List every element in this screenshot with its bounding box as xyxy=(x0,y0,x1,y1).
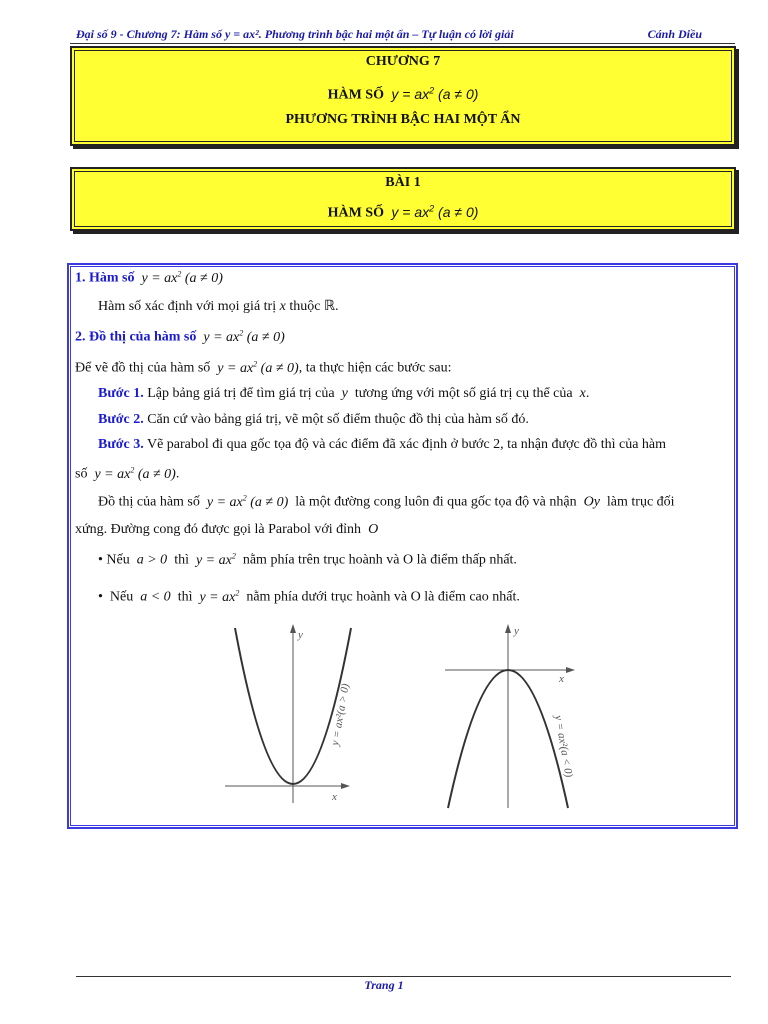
step-1-label: Bước 1. xyxy=(98,386,144,401)
section-2-formula: $y = ax^2$ (a ≠ 0) xyxy=(203,328,285,345)
lesson-function-formula: $y = ax^2$ (a ≠ 0) xyxy=(391,203,479,220)
section-2-label: 2. Đồ thị của hàm số xyxy=(75,329,197,345)
page-number: Trang 1 xyxy=(364,978,404,992)
bullet-dot: • xyxy=(98,589,103,605)
step-2-label: Bước 2. xyxy=(98,412,144,427)
paragraph-parabola-continued: xứng. Đường cong đó được gọi là Parabol với đỉnh O xyxy=(75,522,379,537)
left-y-arrow xyxy=(290,624,296,633)
page-header xyxy=(76,27,702,42)
bullet-dot: • xyxy=(98,552,103,568)
chapter-function-formula: $y = ax^2$ (a ≠ 0) xyxy=(391,85,479,102)
header-rule xyxy=(70,43,735,44)
section-2-heading xyxy=(75,328,285,346)
step-2: Bước 2. Căn cứ vào bảng giá trị, vẽ một số điểm thuộc đồ thị của hàm số đó. xyxy=(98,412,529,427)
step-3: Bước 3. Vẽ parabol đi qua gốc tọa độ và các điểm đã xác định ở bước 2, ta nhận được đồ thì của hàm xyxy=(98,437,667,452)
bullet-a-negative: • Nếu a < 0 thì $y = ax^2$ nằm phía dưới trục hoành và O là điểm cao nhất. xyxy=(98,588,520,605)
chapter-function-text: HÀM SỐ xyxy=(327,87,384,103)
right-x-label: x xyxy=(559,673,564,685)
paragraph-parabola: Đồ thị của hàm số $y = ax^2$ (a ≠ 0) là một đường cong luôn đi qua gốc tọa độ và nhận Oy làm trục đối xyxy=(98,493,675,510)
left-y-label: y xyxy=(298,629,303,641)
section-1-formula: $y = ax^2$ (a ≠ 0) xyxy=(141,269,223,286)
lesson-function-line xyxy=(72,203,734,222)
step-1: Bước 1. Lập bảng giá trị để tìm giá trị của y tương ứng với một số giá trị cụ thể của x. xyxy=(98,386,590,401)
paragraph-domain: Hàm số xác định với mọi giá trị x thuộc ℝ. xyxy=(98,297,339,314)
lesson-title-box xyxy=(70,167,736,231)
lesson-number: BÀI 1 xyxy=(385,175,421,190)
header-right-text: Cánh Diều xyxy=(647,27,702,41)
header-left-text: Đại số 9 - Chương 7: Hàm số y = ax². Phương trình bậc hai một ẩn – Tự luận có lời giải xyxy=(76,27,514,41)
content-box xyxy=(67,263,738,829)
chapter-function-line xyxy=(72,85,734,104)
graph-parabola-down xyxy=(440,618,590,813)
chapter-title-box xyxy=(70,46,736,146)
graph-parabola-up xyxy=(220,618,360,808)
footer-rule xyxy=(76,976,731,977)
right-x-arrow xyxy=(566,667,575,673)
section-1-label: 1. Hàm số xyxy=(75,270,135,286)
step-3-label: Bước 3. xyxy=(98,437,144,452)
chapter-number: CHƯƠNG 7 xyxy=(365,54,441,69)
right-curve-label: y = ax²(a < 0) xyxy=(552,714,575,779)
paragraph-steps-intro: Để vẽ đồ thị của hàm số $y = ax^2$ (a ≠ 0), ta thực hiện các bước sau: xyxy=(75,359,452,376)
left-x-label: x xyxy=(332,791,337,803)
lesson-function-text: HÀM SỐ xyxy=(327,205,384,221)
left-curve-label: y = ax²(a > 0) xyxy=(329,682,352,747)
chapter-subtitle: PHƯƠNG TRÌNH BẬC HAI MỘT ẨN xyxy=(285,112,521,127)
section-1-heading xyxy=(75,269,223,287)
left-x-arrow xyxy=(341,783,350,789)
right-y-arrow xyxy=(505,624,511,633)
bullet-a-positive: • Nếu a > 0 thì $y = ax^2$ nằm phía trên trục hoành và O là điểm thấp nhất. xyxy=(98,551,517,568)
right-y-label: y xyxy=(514,625,519,637)
step-3-continued: số $y = ax^2$ (a ≠ 0). xyxy=(75,465,180,482)
